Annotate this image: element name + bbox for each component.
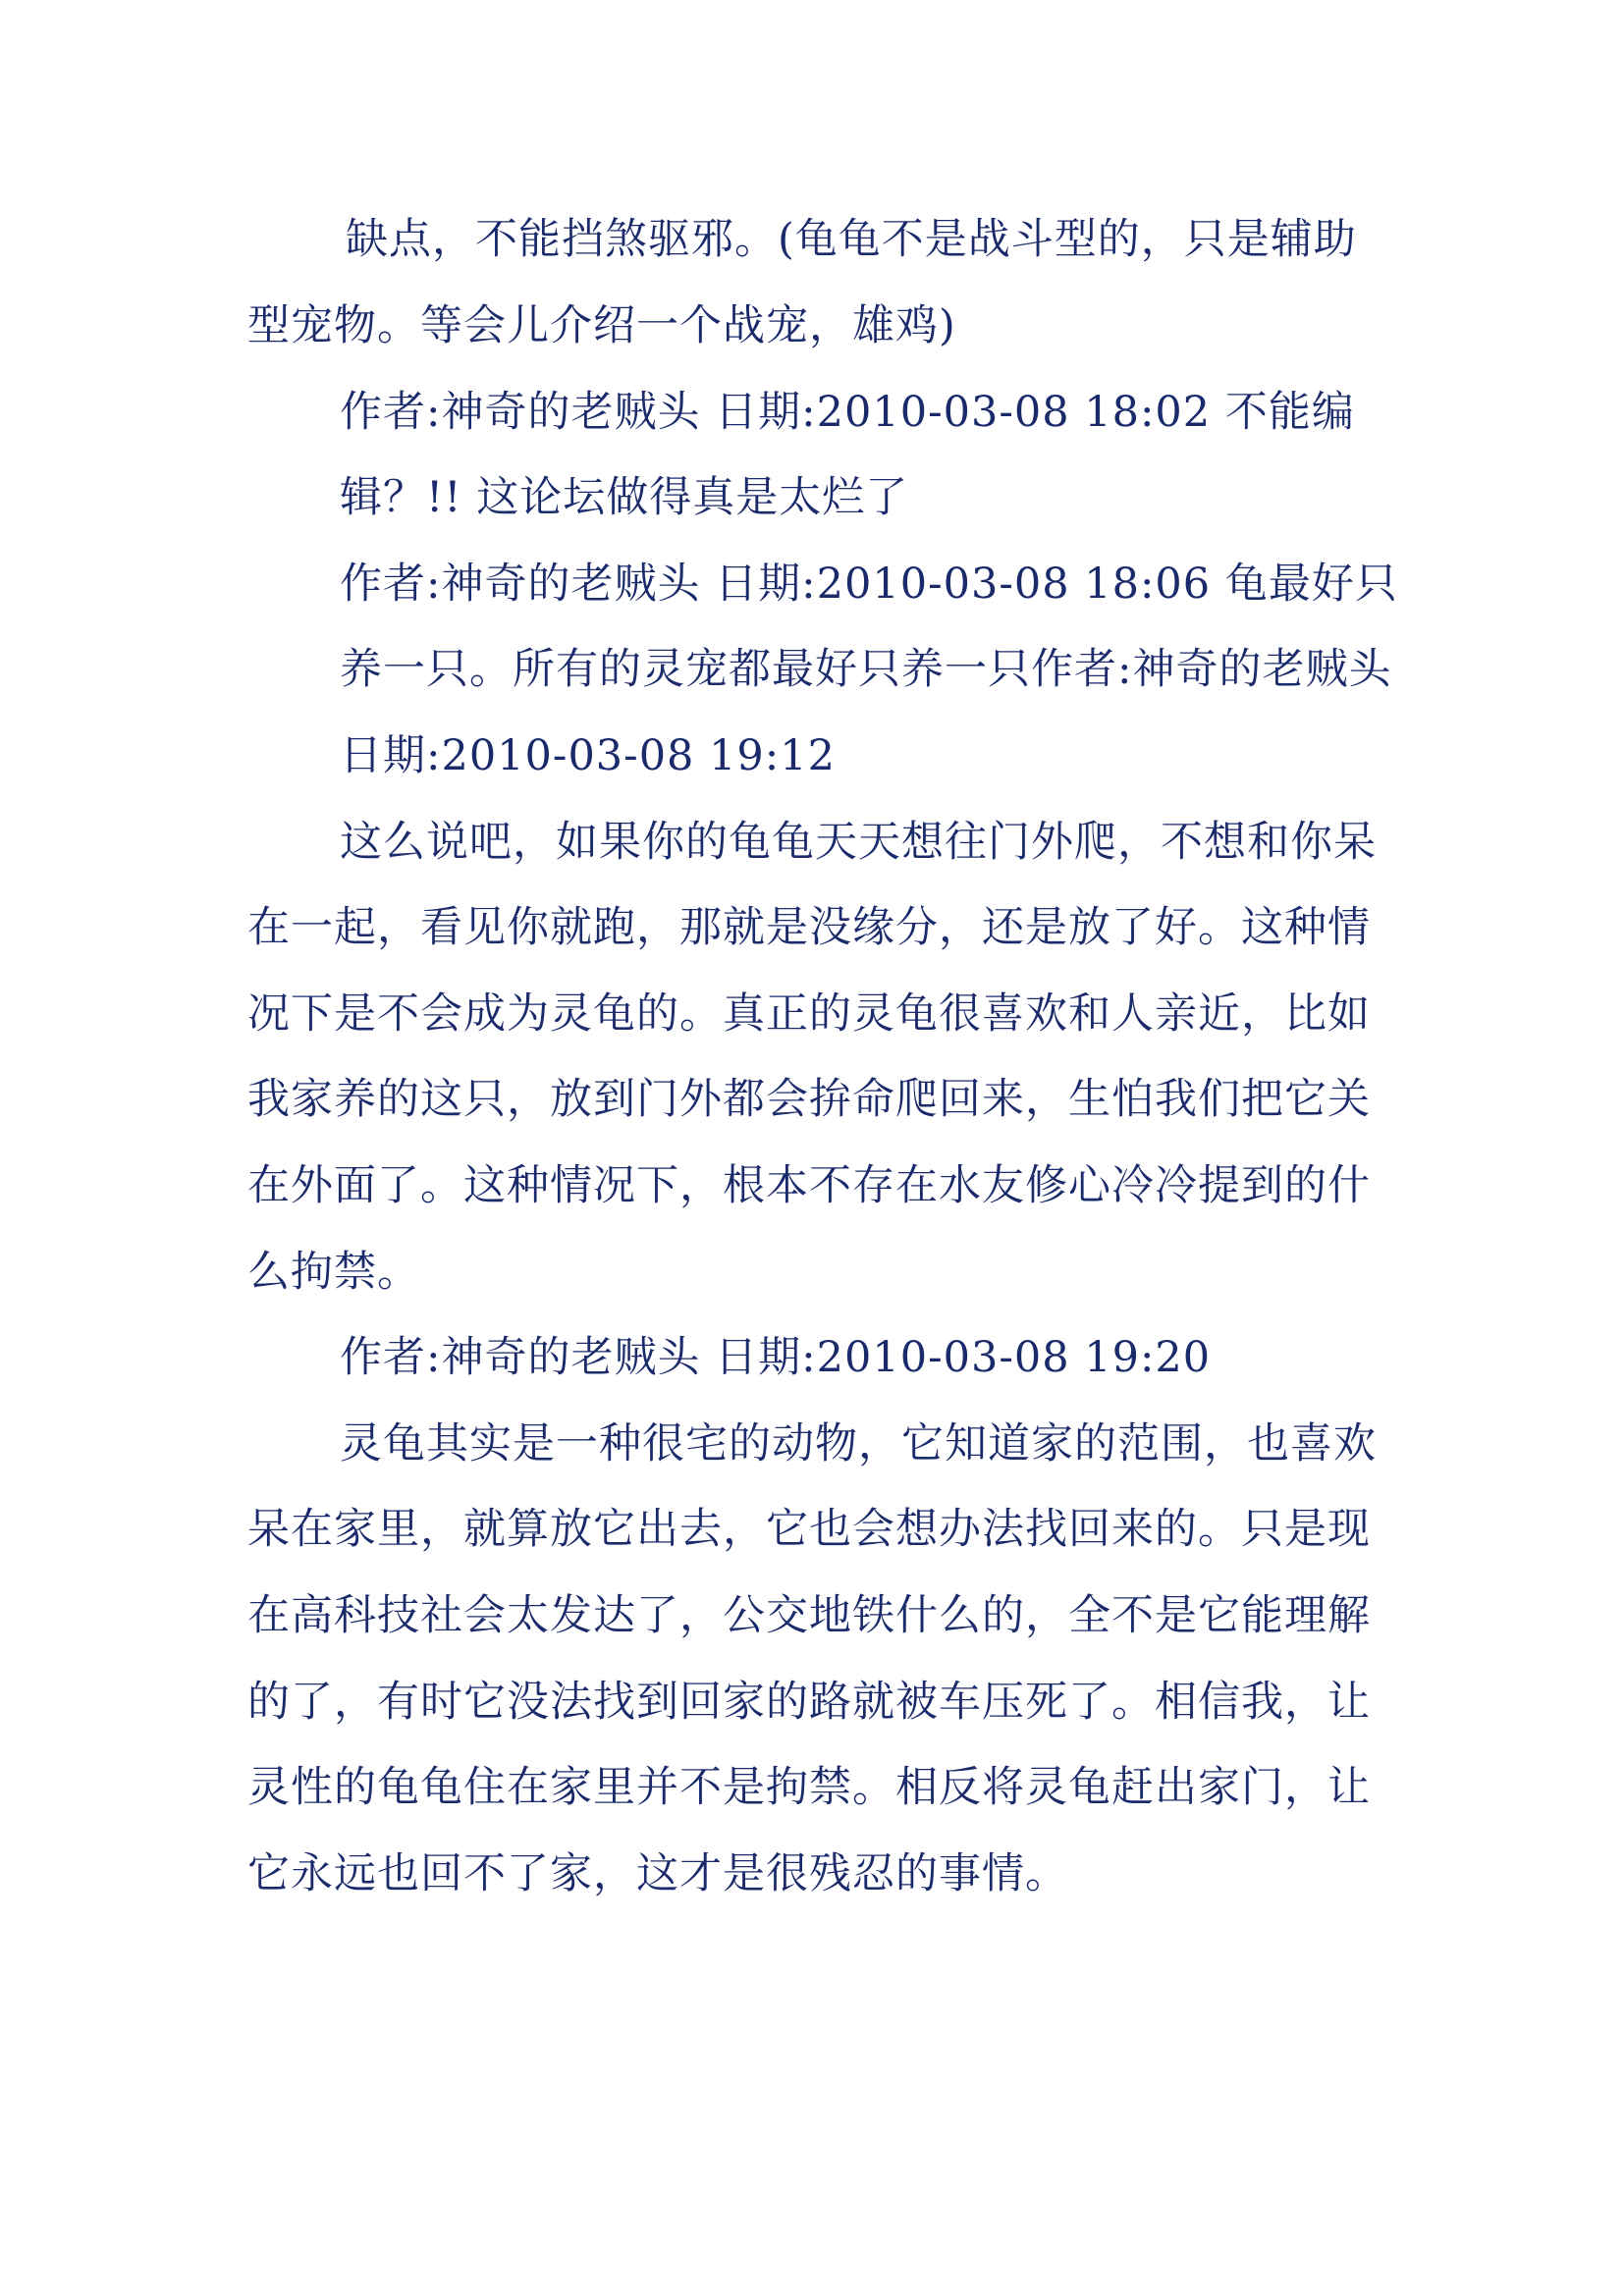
text-line: 的了，有时它没法找到回家的路就被车压死了。相信我，让: [247, 1678, 1371, 1727]
text-line: 我家养的这只，放到门外都会拚命爬回来，生怕我们把它关: [247, 1075, 1371, 1124]
text-line: 在高科技社会太发达了，公交地铁什么的，全不是它能理解: [247, 1591, 1371, 1640]
text-line: 灵性的龟龟住在家里并不是拘禁。相反将灵龟赶出家门，让: [247, 1763, 1371, 1812]
text-line: 况下是不会成为灵龟的。真正的灵龟很喜欢和人亲近，比如: [247, 989, 1371, 1039]
text-line: 呆在家里，就算放它出去，它也会想办法找回来的。只是现: [247, 1505, 1371, 1554]
text-line: 在外面了。这种情况下，根本不存在水友修心冷冷提到的什: [247, 1161, 1371, 1210]
text-line: 它永远也回不了家，这才是很残忍的事情。: [247, 1849, 1068, 1898]
text-line: 作者:神奇的老贼头 日期:2010-03-08 18:06 龟最好只: [340, 560, 1398, 609]
text-line: 么拘禁。: [247, 1248, 420, 1297]
text-line: 养一只。所有的灵宠都最好只养一只作者:神奇的老贼头: [340, 645, 1392, 694]
text-line: 辑？!! 这论坛做得真是太烂了: [340, 473, 909, 522]
text-line: 缺点，不能挡煞驱邪。(龟龟不是战斗型的，只是辅助: [346, 215, 1357, 264]
text-line: 这么说吧，如果你的龟龟天天想往门外爬，不想和你呆: [340, 818, 1377, 867]
text-line: 在一起，看见你就跑，那就是没缘分，还是放了好。这种情: [247, 903, 1371, 952]
text-line: 作者:神奇的老贼头 日期:2010-03-08 18:02 不能编: [340, 388, 1355, 437]
text-line: 作者:神奇的老贼头 日期:2010-03-08 19:20: [340, 1333, 1212, 1382]
text-line: 型宠物。等会儿介绍一个战宠，雄鸡): [247, 301, 956, 350]
text-line: 灵龟其实是一种很宅的动物，它知道家的范围，也喜欢: [340, 1419, 1377, 1468]
text-line: 日期:2010-03-08 19:12: [340, 731, 836, 780]
